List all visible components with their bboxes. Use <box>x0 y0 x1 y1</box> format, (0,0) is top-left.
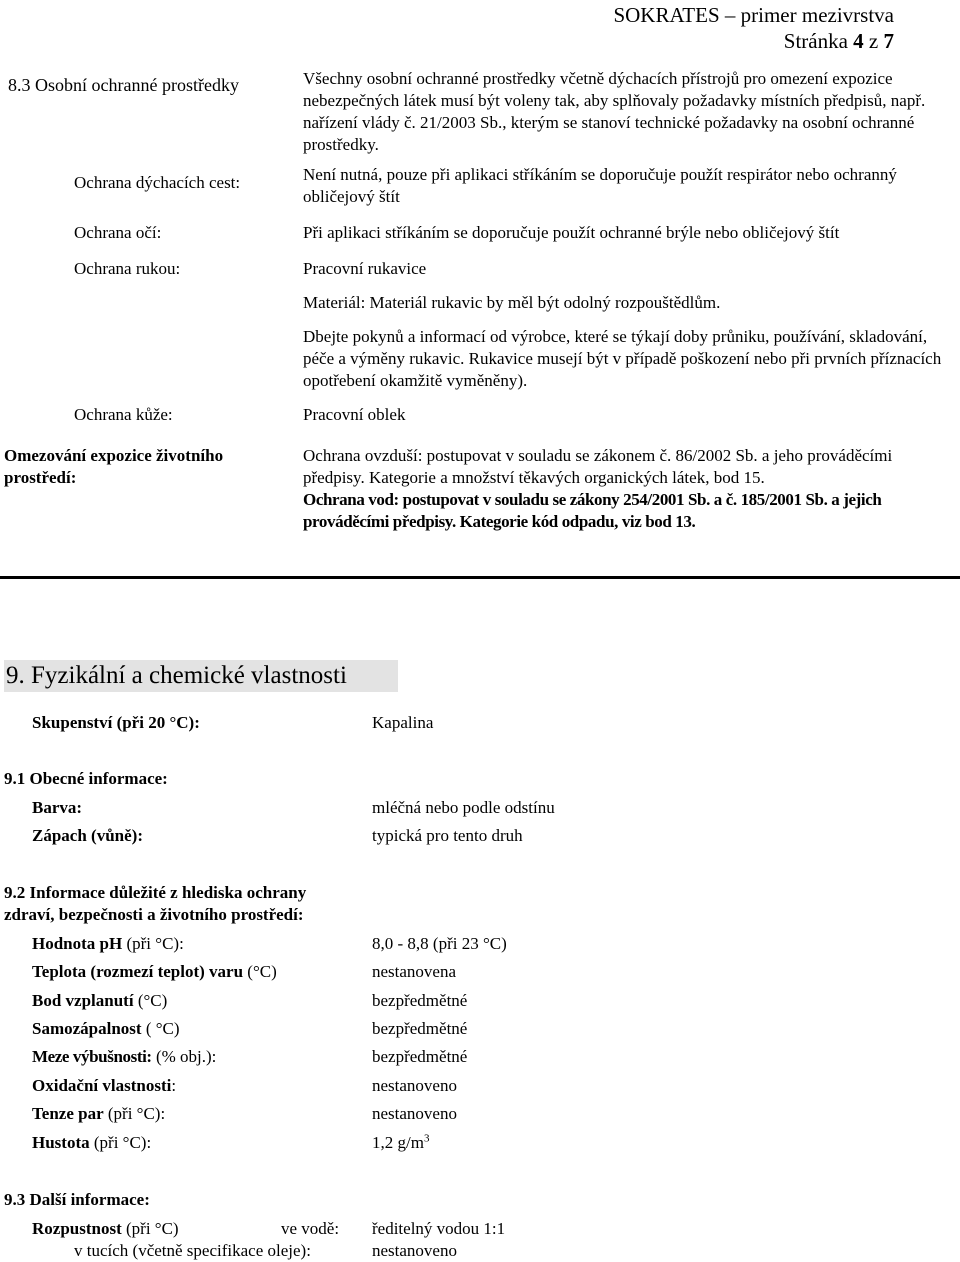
color-value: mléčná nebo podle odstínu <box>372 798 555 817</box>
skin-protection-text: Pracovní oblek <box>303 405 406 424</box>
property-label-detail: (při °C): <box>89 1133 152 1152</box>
page-total: 7 <box>883 29 894 53</box>
property-label: Hustota <box>32 1133 90 1152</box>
physical-state-value: Kapalina <box>372 713 434 732</box>
page-current: 4 <box>853 29 864 53</box>
eye-protection-label: Ochrana očí: <box>74 223 162 242</box>
eye-protection-text: Při aplikaci stříkáním se doporučuje použít ochranné brýle nebo obličejový štít <box>303 223 840 242</box>
property-value: nestanoveno <box>372 1076 457 1095</box>
solubility-fat-value: nestanoveno <box>372 1241 457 1260</box>
page-label: Stránka <box>783 29 848 53</box>
glove-material-text: Materiál: Materiál rukavic by měl být odolný rozpouštědlům. <box>303 293 721 312</box>
odor-label: Zápach (vůně): <box>32 826 143 845</box>
property-label: Hodnota pH <box>32 934 123 953</box>
property-value <box>372 1132 429 1154</box>
ppe-intro-text: Všechny osobní ochranné prostředky včetně dýchacích přístrojů pro omezení expozice nebezpečných látek musí být voleny tak, aby splňovaly požadavky místních předpisů, např. nařízení vlády č. 21/2003 Sb., kterým se stanoví technické požadavky na osobní ochranné prostředky. <box>303 69 926 154</box>
air-protection-text: Ochrana ovzduší: postupovat v souladu se zákonem č. 86/2002 Sb. a jeho prováděcími předpisy. Kategorie a množství těkavých organických látek, bod 15. <box>303 446 893 487</box>
solubility-fat-label: v tucích (včetně specifikace oleje): <box>74 1241 311 1260</box>
property-row <box>32 1075 176 1097</box>
odor-value: typická pro tento druh <box>372 826 523 845</box>
color-label: Barva: <box>32 798 83 817</box>
general-info-heading: 9.1 Obecné informace: <box>4 769 168 788</box>
section-divider <box>0 576 960 579</box>
property-label: Teplota (rozmezí teplot) varu <box>32 962 244 981</box>
solubility-label-bold: Rozpustnost <box>32 1219 122 1238</box>
page-separator: z <box>868 29 879 53</box>
solubility-water-value: ředitelný vodou 1:1 <box>372 1219 506 1238</box>
solubility-label <box>32 1218 179 1240</box>
physical-state-label: Skupenství (při 20 °C): <box>32 713 200 732</box>
property-value: bezpředmětné <box>372 1019 468 1038</box>
property-row <box>32 1046 216 1068</box>
property-label-detail: (při °C): <box>103 1104 166 1123</box>
property-value: bezpředmětné <box>372 991 468 1010</box>
property-row <box>32 961 277 983</box>
environment-exposure-label: Omezování expozice životního prostředí: <box>4 446 224 487</box>
density-unit-exponent: 3 <box>423 1132 430 1145</box>
hand-protection-label: Ochrana rukou: <box>74 259 181 278</box>
property-label-detail: (při °C): <box>122 934 184 953</box>
property-label: Oxidační vlastnosti <box>32 1076 172 1095</box>
property-label-detail: (°C) <box>133 991 168 1010</box>
page-indicator <box>784 29 894 53</box>
section-8-3-label: 8.3 Osobní ochranné prostředky <box>8 75 239 95</box>
section-9-title: 9. Fyzikální a chemické vlastnosti <box>4 660 398 692</box>
property-label-detail: : <box>171 1076 177 1095</box>
property-label: Bod vzplanutí <box>32 991 134 1010</box>
density-value: 1,2 g/m <box>372 1133 424 1152</box>
property-value: bezpředmětné <box>372 1047 468 1066</box>
property-row <box>32 933 184 955</box>
property-value: 8,0 - 8,8 (při 23 °C) <box>372 934 507 953</box>
respiratory-label: Ochrana dýchacích cest: <box>74 173 241 192</box>
property-label: Samozápalnost <box>32 1019 142 1038</box>
property-label-detail: ( °C) <box>141 1019 180 1038</box>
respiratory-text: Není nutná, pouze při aplikaci stříkáním se doporučuje použít respirátor nebo ochranný obličejový štít <box>303 165 897 206</box>
property-value: nestanoveno <box>372 1104 457 1123</box>
skin-protection-label: Ochrana kůže: <box>74 405 173 424</box>
property-row <box>32 1132 151 1154</box>
glove-instructions-text: Dbejte pokynů a informací od výrobce, které se týkají doby průniku, používání, skladování, péče a výměny rukavic. Rukavice musejí být v případě poškození nebo při prvních příznacích opotřebení okamžitě vyměněny). <box>303 327 942 390</box>
property-label: Meze výbušnosti: <box>32 1047 152 1066</box>
other-info-heading: 9.3 Další informace: <box>4 1190 150 1209</box>
solubility-water-label: ve vodě: <box>281 1219 340 1238</box>
solubility-label-detail: (při °C) <box>121 1219 179 1238</box>
property-label: Tenze par <box>32 1104 104 1123</box>
property-label-detail: (°C) <box>243 962 277 981</box>
hand-protection-text: Pracovní rukavice <box>303 259 427 278</box>
property-row <box>32 1018 180 1040</box>
document-title: SOKRATES – primer mezivrstva <box>613 3 894 27</box>
property-value: nestanovena <box>372 962 457 981</box>
property-label-detail: (% obj.): <box>151 1047 217 1066</box>
property-row <box>32 990 167 1012</box>
property-row <box>32 1103 165 1125</box>
health-safety-heading: 9.2 Informace důležité z hlediska ochrany zdraví, bezpečnosti a životního prostředí: <box>4 883 307 924</box>
water-protection-text: Ochrana vod: postupovat v souladu se zákony 254/2001 Sb. a č. 185/2001 Sb. a jejich prováděcími předpisy. Kategorie kód odpadu, viz bod 13. <box>303 490 882 531</box>
